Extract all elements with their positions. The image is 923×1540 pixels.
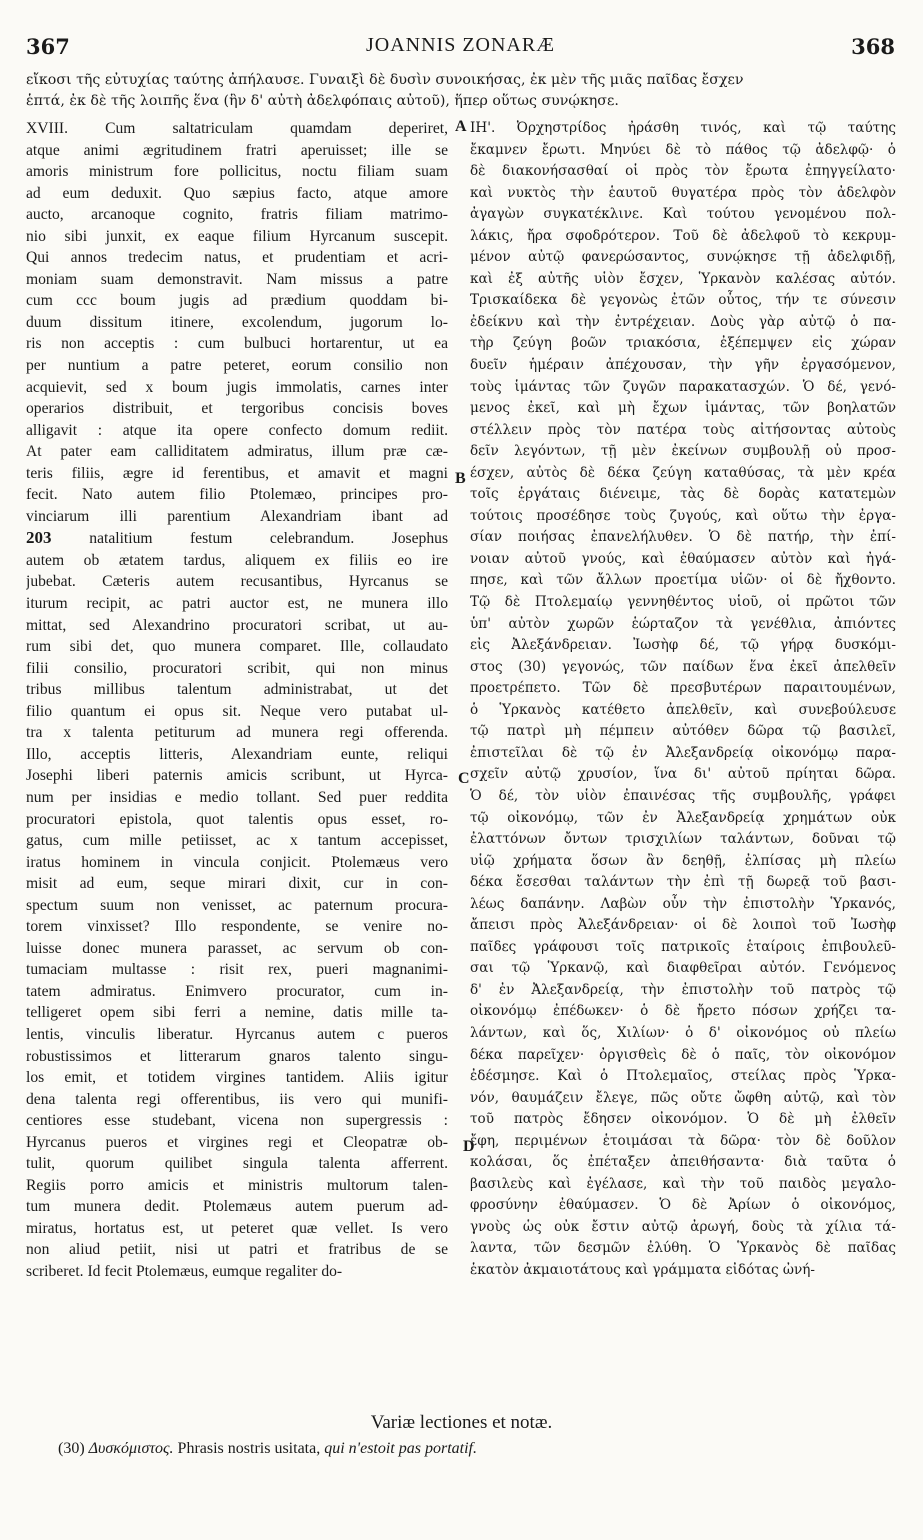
latin-line: autem ob ætatem tardus, aliquem ex filiis eo ire (26, 551, 448, 569)
greek-line: πησε, καὶ τῶν ἄλλων προετίμα υἱῶν· οἱ δὲ ἤχθοντο. (470, 572, 896, 589)
latin-line: mittat, sed Alexandrino procuratori scribat, ut au- (26, 616, 448, 634)
latin-line: Josephi liberi paternis amicis scribunt, ut Hyrca- (26, 767, 448, 785)
greek-line: ὁ Ὑρκανὸς κατέθετο ἀπελθεῖν, καὶ συνεβούλευσε (470, 701, 896, 718)
latin-line: At pater eam calliditatem admiratus, illum præ cæ- (26, 443, 448, 461)
latin-line: tribus millibus talentum administrabat, ut det (26, 681, 448, 699)
greek-line: τοῦ πατρὸς ἔδησεν οἰκονόμον. Ὁ δὲ μὴ ἐλθεῖν (470, 1111, 896, 1128)
latin-line: 203 natalitium festum celebrandum. Josephus (26, 528, 448, 548)
latin-line: jubebat. Cæteris autem recusantibus, Hyrcanus se (26, 573, 448, 591)
latin-line: miratus, hortatus est, ut peteret quæ vellet. Is vero (26, 1219, 448, 1237)
latin-line: luisse donec munera parasset, ac servum ob con- (26, 939, 448, 957)
margin-letter-a: A (455, 118, 467, 135)
greek-line: τοῖς ἐργάταις διένειμε, τὰς δὲ δορὰς κατατεμὼν (470, 486, 896, 503)
greek-line: τὴρ ζεύγη βοῶν τριακόσια, ἐξέπεμψεν εἰς χώραν (470, 335, 896, 352)
carry-over-line: εἴκοσι τῆς εὐτυχίας ταύτης ἀπήλαυσε. Γυναιξὶ δὲ δυσὶν συνοικήσας, ἐκ μὲν τῆς μιᾶς παῖδας ἔσχεν (26, 72, 744, 88)
latin-line: acquievit, sed x boum jugis immolatis, carnes inter (26, 378, 448, 396)
latin-line: XVIII. Cum saltatriculam quamdam deperiret, (26, 120, 448, 137)
greek-line: φροσύνην ἐθαύμασεν. Ὁ δὲ Ἀρίων ὁ οἰκονόμος, (470, 1197, 896, 1214)
greek-line: μένον αὐτῷ φανερώσαντος, συνῴκησε τῇ ἀδελφιδῇ, (470, 249, 896, 266)
greek-line: καὶ νυκτὸς τὴν ἑαυτοῦ θυγατέρα πρὸς τὸν ἀδελφὸν (470, 184, 896, 201)
footnote-greek-word: Δυσκόμιστος. (88, 1440, 174, 1457)
greek-line: υἱῷ χρήματα ὅσων ἂν δεηθῇ, ἐλπίσας μὴ πλείω (470, 852, 896, 869)
carry-over-line: ἑπτά, ἐκ δὲ τῆς λοιπῆς ἕνα (ἣν δ' αὐτὴ ἀδελφόπαις αὐτοῦ), ἥπερ οὕτως συνῴκησε. (26, 93, 619, 109)
latin-line: duum dissitum itinere, excolendum, jugorum lo- (26, 313, 448, 331)
greek-line: ὑπ' αὐτὸν χωρῶν ἑώρταζον τὰ γενέθλια, ἀπιόντες (470, 615, 896, 632)
margin-letter-c: C (458, 770, 470, 787)
greek-line: έσχεν, αὐτὸς δὲ δέκα ζεύγη καταθύσας, τὰ μὲν κρέα (470, 464, 896, 481)
latin-column (26, 118, 448, 1283)
greek-line: Τρισκαίδεκα δὲ γεγονὼς ἐτῶν οὗτος, τήν τε σύνεσιν (470, 292, 896, 309)
latin-line: procuratori epistola, quot talentis opus esset, ro- (26, 810, 448, 828)
latin-line: ad eum deduxit. Quo sæpius facto, atque amore (26, 184, 448, 202)
greek-line: ἄπεισι πρὸς Ἀλεξάνδρειαν· οἱ δὲ λοιποὶ τοῦ Ἰωσὴφ (470, 917, 896, 934)
latin-line: nio sibi junxit, ex eaque filium Hyrcanum suscepit. (26, 227, 448, 245)
margin-letter-d: D (463, 1138, 475, 1155)
greek-line: λαντα, τῶν δεσμῶν ἐλύθη. Ὁ Ὑρκανὸς δὲ παῖδας (470, 1240, 896, 1257)
greek-line: Ὁ δέ, τὸν υἱὸν ἐπαινέσας τῆς συμβουλῆς, γράφει (470, 787, 896, 804)
latin-line: num per insidias e medio tollant. Sed puer reddita (26, 788, 448, 806)
page-number-left: 367 (26, 34, 70, 59)
footnote (58, 1440, 898, 1458)
notes-title: Variæ lectiones et notæ. (370, 1412, 553, 1433)
carry-over-greek (26, 70, 896, 112)
greek-line: λέως δαπάνην. Λαβὼν οὖν τὴν ἐπιστολὴν Ὑρκανός, (470, 895, 896, 912)
greek-line: ἐπιστεῖλαι δὲ τῷ ἐν Ἀλεξανδρείᾳ οἰκονόμῳ παρα- (470, 744, 896, 761)
latin-line: misit ad eum, seque mirari dixit, cur in con- (26, 875, 448, 893)
latin-line: teris filiis, ægre id ferentibus, et amavit et magni (26, 464, 448, 482)
greek-line: τῷ πατρὶ μὴ πέμπειν αὐτόθεν δῶρα τῷ βασιλεῖ, (470, 723, 896, 740)
greek-line: προετρέπετο. Τῶν δὲ πρεσβυτέρων παραιτουμένων, (470, 680, 896, 697)
latin-line: tulit, quorum quilibet singula talenta afferrent. (26, 1155, 448, 1173)
greek-line: κολάσαι, ὅς ἐπέταξεν ἀπειθήσαντα· διὰ ταῦτα ὁ (470, 1154, 896, 1171)
latin-line: ris non acceptis : cum bulbuci hortarentur, ut ea (26, 335, 448, 353)
latin-line: tumaciam multasse : risit rex, pueri magnanimi- (26, 961, 448, 979)
page-number-right: 368 (851, 34, 895, 59)
latin-line: torem vinxisset? Illo respondente, se venire no- (26, 918, 448, 936)
greek-line: εἰς Ἀλεξάνδρειαν. Ἰωσὴφ δέ, τῷ γήρᾳ δυσκόμι- (470, 637, 896, 654)
margin-number: 203 (26, 528, 90, 548)
latin-line: spectum suum non venisset, ac paternum procura- (26, 896, 448, 914)
greek-line: δ' ἐν Ἀλεξανδρείᾳ, τὴν ἐπιστολὴν τοῦ πατρὸς τῷ (470, 981, 896, 998)
latin-line: lentis, vinculis liberatur. Hyrcanus autem c pueros (26, 1025, 448, 1043)
latin-line: gatus, cum mille petiisset, ac x tantum accepisset, (26, 832, 448, 850)
latin-line: tatem admiratus. Enimvero procurator, cum in- (26, 982, 448, 1000)
greek-line: μενος ἐκεῖ, καὶ μὴ ἔχων ἱμάντας, τῶν βοηλατῶν (470, 400, 896, 417)
latin-line: iratus hominem in vincula conjicit. Ptolemæus vero (26, 853, 448, 871)
greek-line: σαι τῷ Ὑρκανῷ, καὶ διαφθεῖραι αὐτόν. Γενόμενος (470, 960, 896, 977)
greek-line: στος (30) γεγονώς, τῶν παίδων ἕνα ἐκεῖ ἀπελθεῖν (470, 658, 896, 675)
latin-line: vinciarum illi parentium Alexandriam ibant ad (26, 507, 448, 525)
latin-line: filii consilio, procuratori scribit, qui non minus (26, 659, 448, 677)
greek-line: στέλλειν πρὸς τὸν πατέρα τοὺς αἰτήσοντας αὐτοὺς (470, 421, 896, 438)
greek-column (470, 118, 896, 1282)
latin-line: tum munera dedit. Ptolemæus autem puerum ad- (26, 1198, 448, 1216)
latin-line: dena talenta regi offerentibus, iis vero qui munifi- (26, 1090, 448, 1108)
greek-line: δέκα παρεῖχεν· ὀργισθεὶς δὲ ὁ παῖς, τὸν οἰκονόμον (470, 1046, 896, 1063)
latin-line: alligavit : atque ita opere confecto domum rediit. (26, 421, 448, 439)
greek-line: λάκις, ἤρα σφοδρότερον. Τοῦ δὲ ἀδελφοῦ τὸ κεκρυμ- (470, 227, 896, 244)
latin-line: iturum recipit, ac patri auctor est, ne munera illo (26, 595, 448, 613)
footnote-text: Phrasis nostris usitata, (173, 1440, 325, 1457)
latin-line: tra x talenta petiturum ad munera regi offerenda. (26, 724, 448, 742)
latin-line: per nuntium a patre peteret, eorum consilio non (26, 357, 448, 375)
greek-line: τούτοις προσέδησε τοὺς ζυγούς, καὶ οὕτω τὴν ἐργα- (470, 507, 896, 524)
latin-line: atque animi ægritudinem fratri aperuisset; ille se (26, 141, 448, 159)
latin-line: Illo, acceptis litteris, Alexandriam eunte, reliqui (26, 745, 448, 763)
latin-line: robustissimos et litterarum gnaros talento singu- (26, 1047, 448, 1065)
greek-line: γνοὺς ὡς οὐκ ἔστιν αὐτῷ ἀρωγή, δοὺς τὰ χίλια τά- (470, 1218, 896, 1235)
greek-line: σίαν ποιήσας ἐπανελήλυθεν. Ὁ δὲ πατήρ, τὴν ἐπί- (470, 529, 896, 546)
latin-line: aucto, arcanoque cognito, fratris filiam matrimo- (26, 206, 448, 224)
latin-line: fecit. Nato autem filio Ptolemæo, principes pro- (26, 486, 448, 504)
latin-line: los emit, et totidem virgines tantidem. Aliis igitur (26, 1069, 448, 1087)
greek-line: δέκα ἔσεσθαι ταλάντων τὴν ἐπὶ τῇ δωρεᾷ τοῦ βασι- (470, 874, 896, 891)
latin-line: moniam suam demonstravit. Nam missus a patre (26, 270, 448, 288)
greek-line: ἐδέσμησε. Καὶ ὁ Πτολεμαῖος, στείλας πρὸς Ὑρκα- (470, 1068, 896, 1085)
greek-line: ἐλαττόνων ὄντων τρισχιλίων ταλάντων, δοῦναι τῷ (470, 831, 896, 848)
latin-line: centiores esse studebant, vicena non supergressis : (26, 1112, 448, 1130)
latin-line: operarios distribuit, et tergoribus concisis boves (26, 400, 448, 418)
greek-line: ἑκατὸν ἀκμαιοτάτους καὶ γράμματα εἰδότας ὠνή- (470, 1261, 816, 1278)
greek-line: τοὺς ἱμάντας τῶν ζυγῶν παρακατασχών. Ὁ δέ, γενό- (470, 378, 896, 395)
latin-line: non aliud petiit, nisi ut patri et fratribus de se (26, 1241, 448, 1259)
greek-line: δυεῖν ἡμέραιν ἀπέχουσαν, τὴν γῆν ἐργασόμενον, (470, 357, 896, 374)
latin-line: Regiis porro amicis et ministris multorum talen- (26, 1176, 448, 1194)
greek-line: νόν, θαυμάζειν ἔλεγε, πῶς οὔτε ὤφθη αὐτῷ, καὶ τὸν (470, 1089, 896, 1106)
latin-line: Hyrcanus pueros et virgines regi et Cleopatræ ob- (26, 1133, 448, 1151)
greek-line: ΙΗ'. Ὀρχηστρίδος ἠράσθη τινός, καὶ τῷ ταύτης (470, 120, 896, 136)
latin-line: rum sibi det, quo munera comparet. Ille, collaudato (26, 638, 448, 656)
margin-letter-b: B (455, 470, 466, 487)
greek-line: ἀγαγὼν συγκατέκλινε. Καὶ τούτου γενομένου πολ- (470, 206, 896, 223)
greek-line: νοιαν αὐτοῦ γνούς, καὶ ἐθαύμασεν αὐτὸν καὶ ἠγά- (470, 550, 896, 567)
page-header (26, 34, 895, 64)
greek-line: ἔκαμνεν ἔρωτι. Μηνύει δὲ τὸ πάθος τῷ ἀδελφῷ· ὁ (470, 141, 896, 158)
running-title: JOANNIS ZONARÆ (365, 34, 555, 56)
greek-line: δεῖν λεγόντων, τῇ μὲν ἐκείνων συμβουλῇ οὐ προσ- (470, 443, 896, 460)
greek-line: παῖδες γράφουσι τοῖς πατρικοῖς ἑταίροις ἐπιβουλεῦ- (470, 938, 896, 955)
latin-line: scriberet. Id fecit Ptolemæus, eumque regaliter do- (26, 1262, 343, 1280)
greek-line: οἰκονόμῳ ἐπέδωκεν· ὁ δὲ ἤρετο πόσων χρήζει τα- (470, 1003, 896, 1020)
latin-line: Qui annos tredecim natus, et prudentiam et acri- (26, 249, 448, 267)
greek-line: δὲ διακονήσασθαί οἱ πρὸς τὸν ἔρωτα ἐπηγγείλατο· (470, 163, 896, 180)
latin-line: amoris ministrum fore pollicitus, noctu filiam suam (26, 163, 448, 181)
latin-line: cum ccc boum jugis ad prædium quoddam bi- (26, 292, 448, 310)
greek-line: ἐδείκνυ καὶ τὴν ἐντρέχειαν. Δοὺς γὰρ αὐτῷ ὁ πα- (470, 313, 896, 330)
latin-line: filio quantum ei opus sit. Neque vero putabat ul- (26, 702, 448, 720)
greek-line: σχεῖν αὐτῷ χρυσίον, ἵνα δι' αὐτοῦ πρίηται δῶρα. (470, 766, 896, 783)
greek-line: Τῷ δὲ Πτολεμαίῳ γεννηθέντος υἱοῦ, οἱ πρῶτοι τῶν (470, 594, 896, 611)
greek-line: τῷ οἰκονόμῳ, τῶν ἐν Ἀλεξανδρείᾳ χρημάτων οὐκ (470, 809, 896, 826)
greek-line: ἔφη, περιμένων ἑτοιμάσαι τὰ δῶρα· τὸν δὲ δοῦλον (470, 1132, 896, 1149)
greek-line: καὶ ἐξ αὐτῆς υἱὸν ἔσχεν, Ὑρκανὸν καλέσας αὐτόν. (470, 270, 896, 287)
footnote-number: (30) (58, 1440, 85, 1457)
greek-line: λάντων, καὶ ὅς, Χιλίων· ὁ δ' οἰκονόμος οὐ πλείω (470, 1024, 896, 1041)
footnote-french: qui n'estoit pas portatif. (324, 1440, 477, 1457)
latin-line: telligeret opem sibi ferri a nemine, datis mille ta- (26, 1004, 448, 1022)
greek-line: βασιλεὺς καὶ ἐγέλασε, καὶ τὴν τοῦ παιδὸς μεγαλο- (470, 1175, 896, 1192)
